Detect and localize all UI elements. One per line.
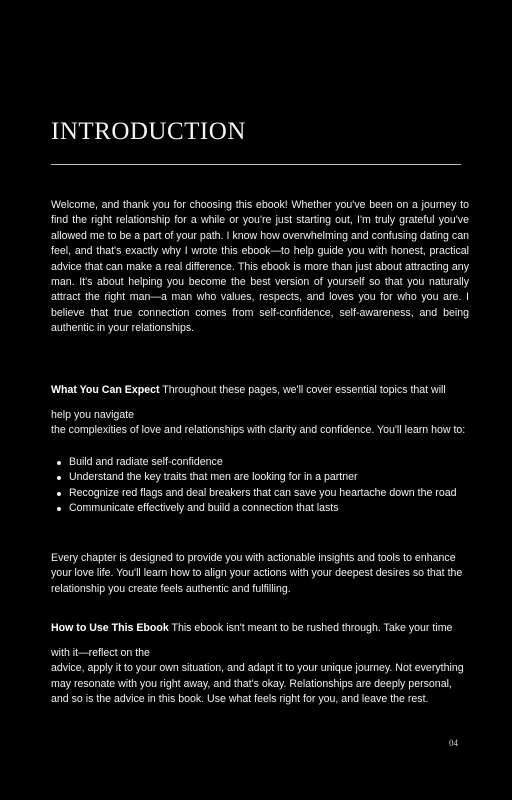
list-item: [51, 486, 469, 501]
howto-lead-text: This ebook isn't meant to be rushed through. Take your time: [168, 622, 453, 634]
page-title: INTRODUCTION: [51, 118, 246, 145]
expect-heading: What You Can Expect: [51, 384, 160, 396]
howto-continued-paragraph: [51, 646, 469, 708]
bullet-icon: [57, 461, 61, 465]
list-item: [51, 501, 469, 516]
howto-heading: How to Use This Ebook: [51, 622, 169, 634]
list-item-text: Understand the key traits that men are looking for in a partner: [69, 471, 358, 484]
expect-lead-text: Throughout these pages, we'll cover essential topics that will: [159, 384, 446, 396]
bullet-icon: [57, 507, 61, 511]
expect-continued-line1: help you navigate: [51, 409, 135, 421]
howto-lead-paragraph: [51, 621, 469, 636]
list-item-text: Recognize red flags and deal breakers that can save you heartache down the road: [69, 486, 457, 499]
title-divider: [51, 164, 461, 165]
list-item-text: Build and radiate self-confidence: [69, 456, 223, 468]
expect-continued-paragraph: [51, 408, 469, 439]
intro-paragraph: Welcome, and thank you for choosing this ebook! Whether you've been on a journey to find the right relationship for a while or you're just starting out, I'm truly grateful you've allowed me to be a part of your path. I know how overwhelming and confusing dating can feel, and that's exactly why I wrote this ebook—to help guide you with honest, practical advice that can make a real difference. This ebook is more than just about attracting any man. It's about helping you become the best version of yourself so that you naturally attract the right man—a man who values, respects, and loves you for who you are. I believe that true connection comes from self-confidence, self-awareness, and being authentic in your relationships.: [51, 199, 469, 335]
bullet-icon: [57, 492, 61, 496]
howto-continued-line2: advice, apply it to your own situation, and adapt it to your unique journey. Not everything may resonate with you right away, and that's okay. Relationships are deeply personal, and so is the advice in this book. Use what feels right for you, and leave the rest.: [51, 662, 464, 706]
expect-closing-paragraph: Every chapter is designed to provide you with actionable insights and tools to enhance your love life. You'll learn how to align your actions with your deepest desires so that the relationship you create feels authentic and fulfilling.: [51, 552, 463, 595]
howto-continued-line1: with it—reflect on the: [51, 647, 150, 659]
expect-continued-line2: the complexities of love and relationships with clarity and confidence. You'll learn how to:: [51, 424, 466, 437]
expect-bullet-list: [51, 455, 469, 517]
list-item-text: Communicate effectively and build a connection that lasts: [69, 502, 339, 515]
expect-lead-paragraph: [51, 383, 469, 398]
list-item: [51, 470, 469, 485]
page-number: 04: [449, 738, 458, 748]
list-item: [51, 455, 469, 470]
bullet-icon: [57, 476, 61, 480]
